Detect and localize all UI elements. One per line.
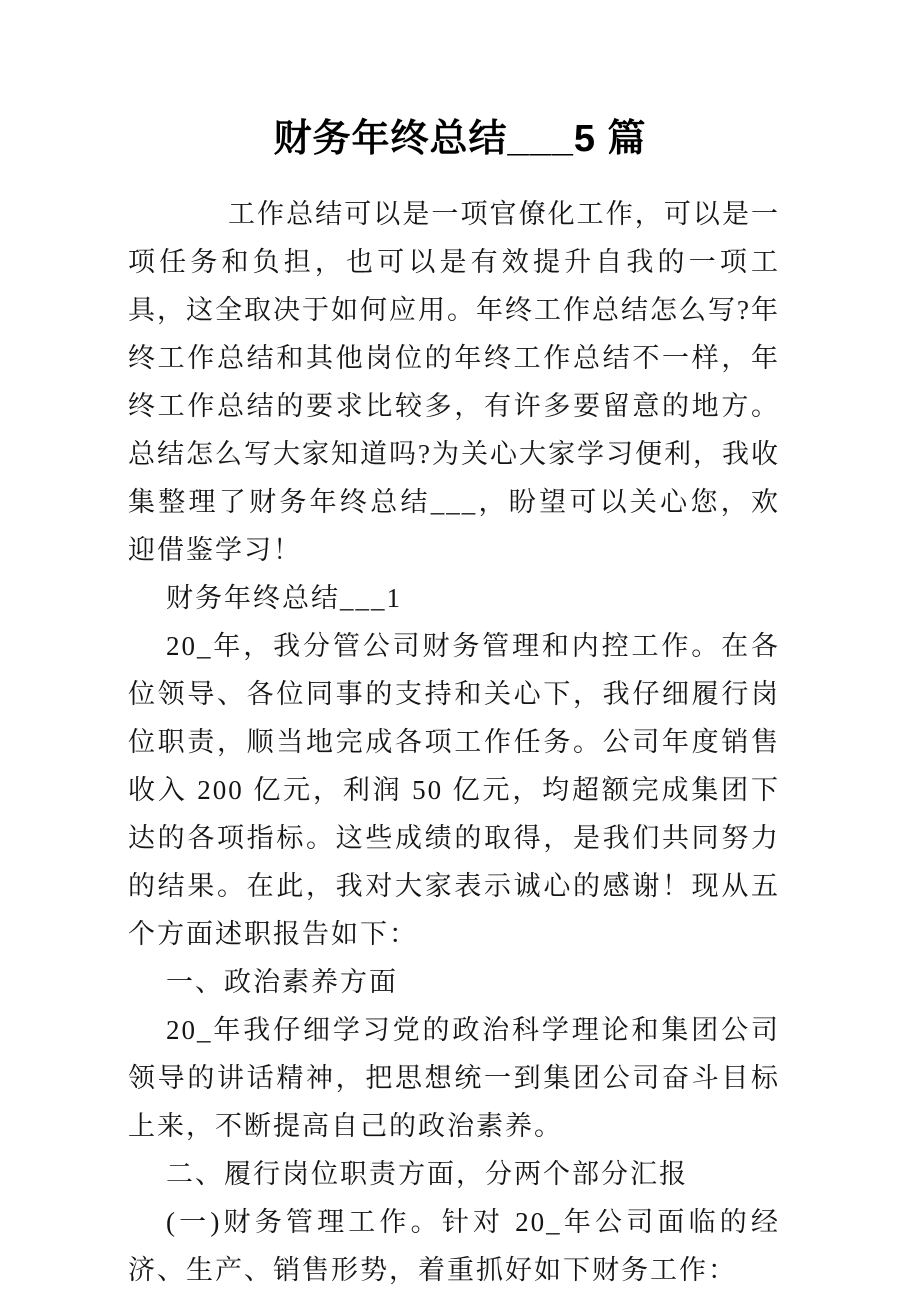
document-title: 财务年终总结___5 篇 xyxy=(273,118,647,160)
paragraph: 20_年，我分管公司财务管理和内控工作。在各位领导、各位同事的支持和关心下，我仔细履行岗位职责，顺当地完成各项工作任务。公司年度销售收入 200 亿元，利润 50 亿元，均超额完成集团下达的各项指标。这些成绩的取得，是我们共同努力的结果。在此，我对大家表示诚心的感谢！现从五个方面述职报告如下： xyxy=(128,631,780,949)
paragraph: (一)财务管理工作。针对 20_年公司面临的经济、生产、销售形势，着重抓好如下财务工作： xyxy=(128,1207,780,1285)
section-heading: 二、履行岗位职责方面，分两个部分汇报 xyxy=(166,1159,688,1189)
subsection-title: 财务年终总结___1 xyxy=(166,583,402,613)
document-body xyxy=(128,190,780,1294)
section-heading: 一、政治素养方面 xyxy=(166,967,398,997)
paragraph: 20_年我仔细学习党的政治科学理论和集团公司领导的讲话精神，把思想统一到集团公司奋斗目标上来，不断提高自己的政治素养。 xyxy=(128,1015,780,1141)
paragraph: 工作总结可以是一项官僚化工作，可以是一项任务和负担，也可以是有效提升自我的一项工具，这全取决于如何应用。年终工作总结怎么写?年终工作总结和其他岗位的年终工作总结不一样，年终工作总结的要求比较多，有许多要留意的地方。总结怎么写大家知道吗?为关心大家学习便利，我收集整理了财务年终总结___，盼望可以关心您，欢迎借鉴学习！ xyxy=(128,199,780,565)
